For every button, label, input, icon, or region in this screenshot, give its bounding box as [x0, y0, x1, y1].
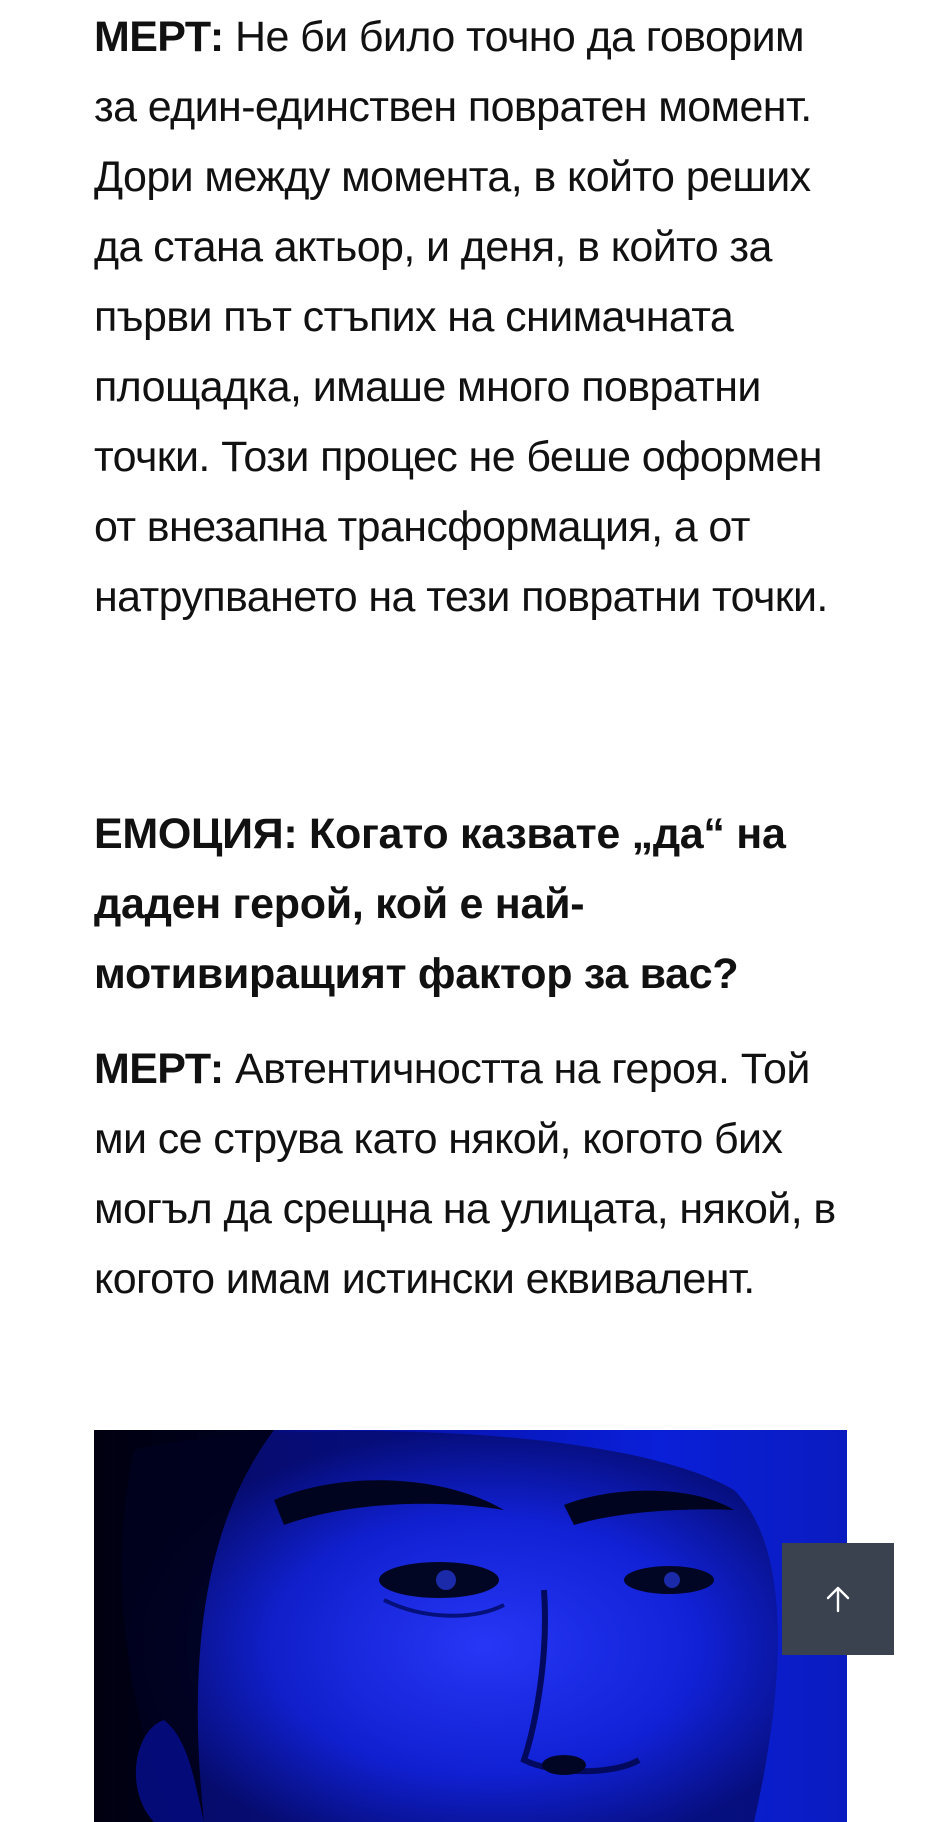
answer-text: Автентичността на героя. Той ми се струва като някой, когото бих могъл да срещна на улицата, някой, в когото имам истински еквивалент.	[94, 1045, 836, 1303]
arrow-up-icon	[823, 1584, 853, 1614]
article-photo	[94, 1430, 847, 1822]
portrait-image	[94, 1430, 847, 1822]
speaker-label: МЕРТ:	[94, 13, 224, 61]
answer-text: Не би било точно да говорим за един-единствен повратен момент. Дори между момента, в който реших да стана актьор, и деня, в който за първи път стъпих на снимачната площадка, имаше много повратни точки. Този процес не беше оформен от внезапна трансформация, а от натрупването на тези повратни точки.	[94, 13, 828, 621]
back-to-top-button[interactable]	[782, 1543, 894, 1655]
interview-question: ЕМОЦИЯ: Когато казвате „да“ на даден герой, кой е най-мотивиращият фактор за вас?	[94, 810, 786, 998]
speaker-label: МЕРТ:	[94, 1045, 224, 1093]
answer-paragraph-2	[94, 1034, 854, 1314]
answer-paragraph-1	[94, 2, 854, 632]
